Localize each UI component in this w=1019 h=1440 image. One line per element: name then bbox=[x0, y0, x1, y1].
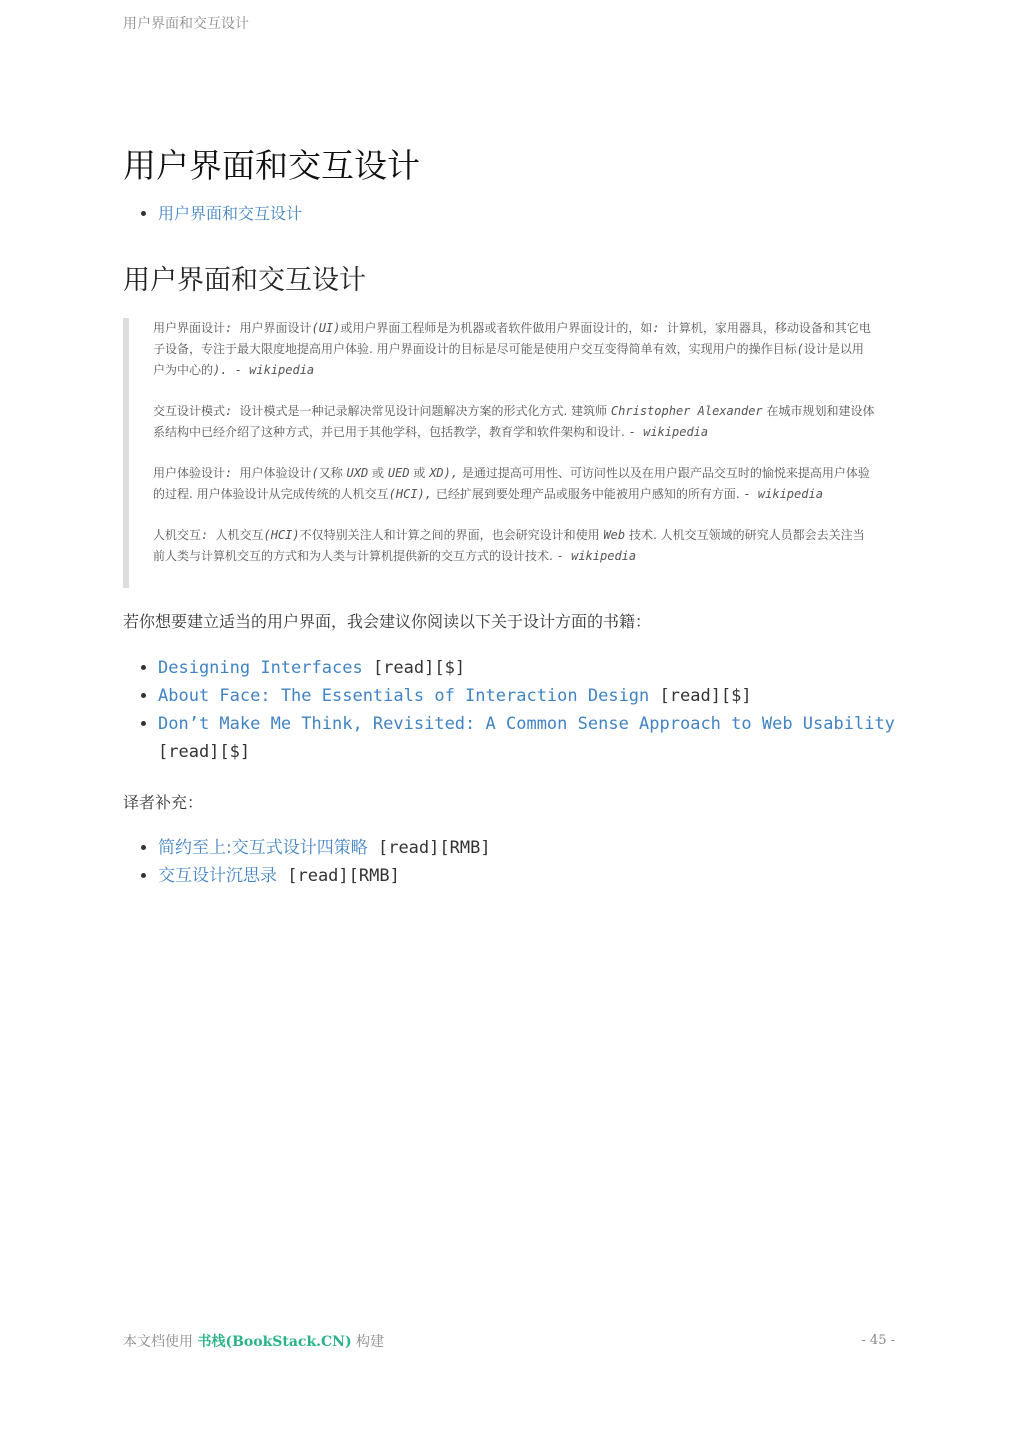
book-tags: [read][$] bbox=[362, 658, 466, 678]
bookstack-link[interactable]: 书栈(BookStack.CN) bbox=[197, 1334, 352, 1350]
translator-book-list bbox=[123, 834, 898, 890]
translator-note: 译者补充： bbox=[123, 793, 204, 812]
book-item bbox=[158, 654, 898, 682]
book-link[interactable]: 简约至上:交互式设计四策略 bbox=[158, 838, 368, 858]
intro-paragraph: 若你想要建立适当的用户界面，我会建议你阅读以下关于设计方面的书籍： bbox=[123, 612, 652, 631]
page-title: 用户界面和交互设计 bbox=[123, 146, 420, 185]
definition-hci: 人机交互: 人机交互(HCI)不仅特别关注人和计算之间的界面，也会研究设计和使用 Web 技术. 人机交互领域的研究人员都会去关注当前人类与计算机交互的方式和为人类与计算机提供新的交互方式的设计技术. - wikipedia bbox=[153, 528, 865, 563]
footer-credit: 本文档使用 书栈(BookStack.CN) 构建 bbox=[123, 1334, 385, 1350]
page-number: - 45 - bbox=[861, 1333, 895, 1348]
toc-item bbox=[158, 201, 302, 227]
book-item bbox=[158, 682, 898, 710]
book-link[interactable]: About Face: The Essentials of Interaction Design bbox=[158, 686, 650, 706]
book-link[interactable]: Designing Interfaces bbox=[158, 658, 363, 678]
definition-ui-design: 用户界面设计: 用户界面设计(UI)或用户界面工程师是为机器或者软件做用户界面设计的，如: 计算机，家用器具，移动设备和其它电子设备，专注于最大限度地提高用户体验. 用户界面设计的目标是尽可能是使用户交互变得简单有效，实现用户的操作目标(设计是以用户为中心的). - wikipedia bbox=[153, 321, 871, 377]
section-heading: 用户界面和交互设计 bbox=[123, 265, 366, 296]
book-item bbox=[158, 834, 898, 862]
definition-ux-design: 用户体验设计: 用户体验设计(又称 UXD 或 UED 或 XD), 是通过提高可用性、可访问性以及在用户跟产品交互时的愉悦来提高用户体验的过程. 用户体验设计从完成传统的人机交互(HCI), 已经扩展到要处理产品或服务中能被用户感知的所有方面. - wikipedia bbox=[153, 466, 870, 501]
book-item bbox=[158, 862, 898, 890]
book-tags: [read][RMB] bbox=[367, 838, 491, 858]
table-of-contents bbox=[123, 201, 302, 227]
book-tags: [read][$] bbox=[158, 742, 251, 762]
toc-link[interactable]: 用户界面和交互设计 bbox=[158, 204, 303, 223]
book-list bbox=[123, 654, 898, 766]
definition-interaction-design-pattern: 交互设计模式: 设计模式是一种记录解决常见设计问题解决方案的形式化方式. 建筑师 Christopher Alexander 在城市规划和建设体系结构中已经介绍了这种方式，并已用于其他学科，包括教学，教育学和软件架构和设计. - wikipedia bbox=[153, 404, 875, 439]
book-tags: [read][RMB] bbox=[277, 866, 400, 886]
book-link[interactable]: 交互设计沉思录 bbox=[158, 866, 277, 886]
running-header: 用户界面和交互设计 bbox=[123, 16, 249, 32]
book-item bbox=[158, 710, 898, 766]
definitions-blockquote bbox=[123, 318, 875, 588]
book-tags: [read][$] bbox=[649, 686, 752, 706]
book-link[interactable]: Don’t Make Me Think, Revisited: A Common Sense Approach to Web Usability bbox=[158, 714, 895, 734]
